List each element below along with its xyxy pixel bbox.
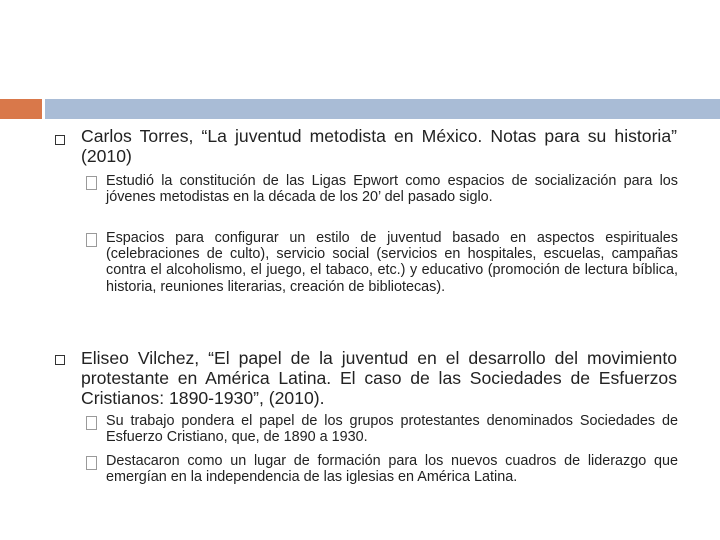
bullet-2-text: Eliseo Vilchez, “El papel de la juventud en el desarrollo del movimiento protestante en América Latina. El caso de las Sociedades de Esfuerzos Cristianos: 1890-1930”, (2010). [81,348,677,408]
bullet-square-icon [55,355,65,365]
bullet-1-text: Carlos Torres, “La juventud metodista en México. Notas para su historia” (2010) [81,126,677,166]
sub-bullet-icon [86,176,97,190]
sub-bullet-icon [86,456,97,470]
bullet-2-sub-2-text: Destacaron como un lugar de formación para los nuevos cuadros de liderazgo que emergían en la independencia de las iglesias en América Latina. [106,453,678,486]
sub-bullet-icon [86,416,97,430]
bullet-1-sub-1-text: Estudió la constitución de las Ligas Epwort como espacios de socialización para los jóvenes metodistas en la década de los 20’ del pasado siglo. [106,173,678,206]
bullet-2-sub-1-text: Su trabajo pondera el papel de los grupos protestantes denominados Sociedades de Esfuerzo Cristiano, que, de 1890 a 1930. [106,413,678,446]
bullet-square-icon [55,135,65,145]
bullet-1-sub-2-text: Espacios para configurar un estilo de juventud basado en aspectos espirituales (celebraciones de culto), servicio social (servicios en hospitales, escuelas, campañas contra el alcoholismo, el juego, el tabaco, etc.) y educativo (promoción de lectura bíblica, historia, reuniones literarias, creación de bibliotecas). [106,230,678,295]
sub-bullet-icon [86,233,97,247]
